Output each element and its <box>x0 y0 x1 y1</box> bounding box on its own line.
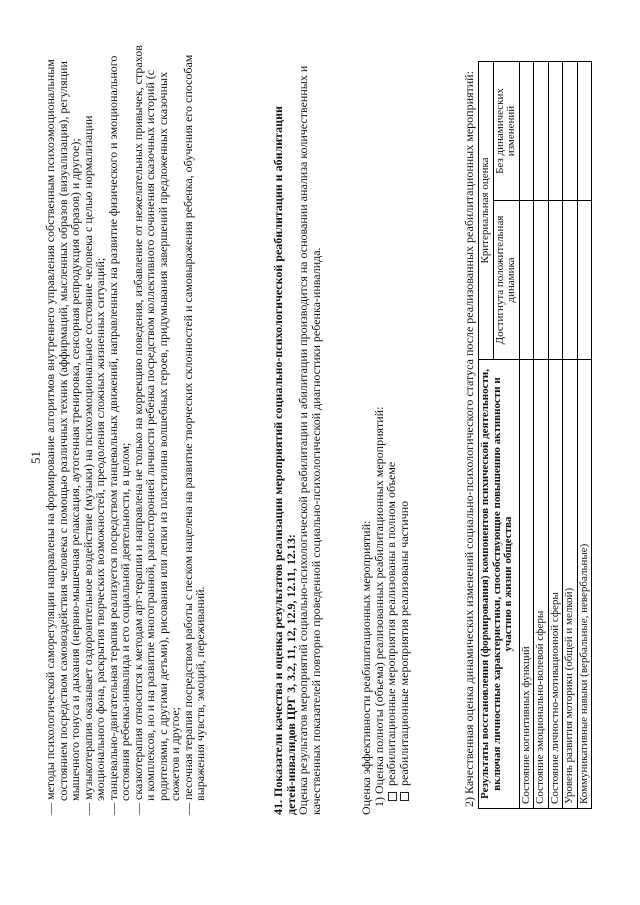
section-41 <box>272 45 322 815</box>
table-cell-empty[interactable] <box>563 62 578 201</box>
table-cell-empty[interactable] <box>519 201 534 360</box>
table-cell-empty[interactable] <box>548 62 563 201</box>
bullet-item: — сказкотерапия относится к методам арт-терапии и направлена не только на коррекцию поведения, избавление от нежелательных привычек, страхов и комплексов, но и на развитие многогранной, разносторонней личности ребенка посредством коллективного сочинения сказочных историй (с родителями, с другими детьми), рисования или лепки из пластилина волшебных героев, придумывания завершений предложенных сказочных сюжетов и другое; <box>130 45 182 815</box>
evaluation-block <box>360 45 410 815</box>
bullet-item: — песочная терапия посредством работы с песком нацелена на развитие творческих склонностей и самовыражения ребенка, обучения его способам выражения чувств, эмоций, переживаний. <box>180 54 207 815</box>
table-cell-empty[interactable] <box>534 201 549 360</box>
table-header-positive: Достигнута положительная динамика <box>493 201 519 360</box>
table-row <box>548 62 563 809</box>
table-cell: Уровень развития моторики (общей и мелкой) <box>563 360 578 809</box>
evaluation-item-1: 1) Оценка полноты (объема) реализованных реабилитационных мероприятий: <box>371 406 386 807</box>
table-header-results: Результаты восстановления (формирования) компонентов психической деятельности, включая личностные характеристики, способствующие повышению активности и участию в жизни общества <box>479 360 520 809</box>
table-row <box>577 62 592 809</box>
results-table <box>478 61 592 809</box>
table-cell-empty[interactable] <box>563 201 578 360</box>
bullet-list <box>44 45 207 815</box>
table-cell-empty[interactable] <box>577 62 592 201</box>
evaluation-title: Оценка эффективности реабилитационных мероприятий: <box>359 520 373 815</box>
section-intro: Оценка результатов мероприятий социально-психологической реабилитации и абилитации производится на основании анализа количественных и качественных показателей повторно проведенной социально-психологической диагностики ребенка-инвалида. <box>296 65 323 815</box>
bullet-item: — методы психологической саморегуляции направлены на формирование алгоритмов внутреннего управления собственным психоэмоциональным состоянием посредством самовоздействия человека с помощью различных техник (аффирмаций, мысленных образов (визуализация), регуляции мышечного тонуса и дыхания (нервно-мышечная релаксация, аутогенная тренировка, сенсорная репродукция образов) и другое); <box>43 59 82 815</box>
table-row <box>519 62 534 809</box>
checkbox-icon[interactable] <box>388 792 397 801</box>
table-row <box>563 62 578 809</box>
option-label: реабилитационные мероприятия реализованы частично <box>396 500 411 786</box>
table-cell-empty[interactable] <box>577 201 592 360</box>
option-label: реабилитационные мероприятия реализованы в полном объеме <box>384 461 398 786</box>
section-heading: 41. Показатели качества и оценка результатов реализации мероприятий социально-психологической реабилитации и абилитации <box>271 106 285 815</box>
page-number: 51 <box>28 451 43 464</box>
section-heading-cont: детей-инвалидов ЦРГ 3, 3.2, 11, 12, 12.9, 12.11, 12.13: <box>283 534 298 815</box>
table-header-group: Критериальная оценка <box>479 62 494 360</box>
table-row <box>534 62 549 809</box>
bullet-item: — музыкотерапия оказывает оздоровительное воздействие (музыки) на психоэмоциональное состояние человека с целью нормализации эмоционального фона, раскрытия творческих возможностей, преодоления сложных жизненных ситуаций; <box>80 115 107 815</box>
table-cell: Состояние личностно-мотивационной сферы <box>548 360 563 809</box>
table-cell: Состояние эмоционально-волевой сферы <box>534 360 549 809</box>
checkbox-icon[interactable] <box>400 792 409 801</box>
table-cell-empty[interactable] <box>519 62 534 201</box>
bullet-item: — танцевально-двигательная терапия реализуется посредством танцевальных движений, направленных на развитие физического и эмоционального состояния ребенка-инвалида и его социальной деятельности, в целом; <box>105 55 132 815</box>
evaluation-item-2: 2) Качественная оценка динамических изменений социально-психологического статуса после реализованных реабилитационных мероприятий: <box>462 71 476 807</box>
table-cell: Коммуникативные навыки (вербальные, невербальные) <box>577 360 592 809</box>
option-partial[interactable] <box>398 45 411 815</box>
table-cell: Состояние когнитивных функций <box>519 360 534 809</box>
table-cell-empty[interactable] <box>534 62 549 201</box>
table-cell-empty[interactable] <box>548 201 563 360</box>
table-header-no-change: Без динамических изменений <box>493 62 519 201</box>
